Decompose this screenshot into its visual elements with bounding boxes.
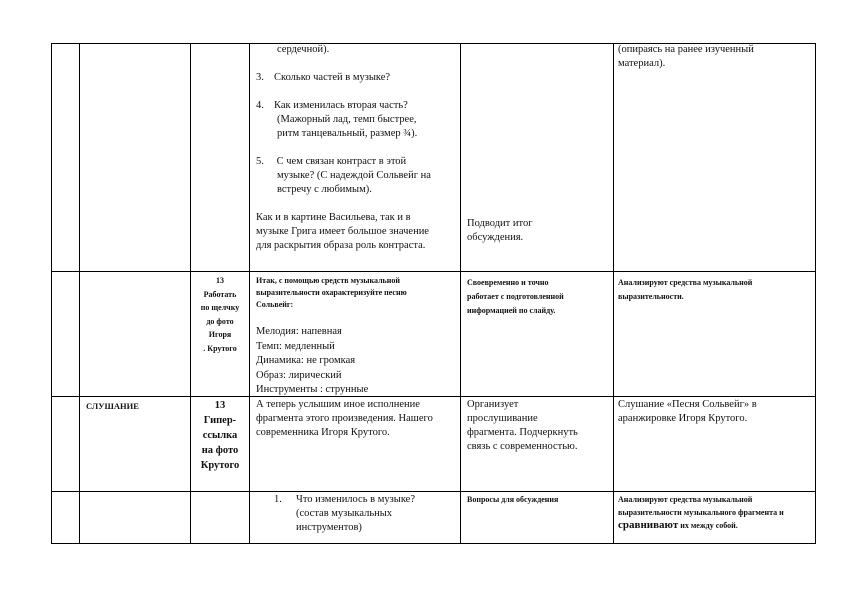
row3-teacher-activity: Организует прослушивание фрагмента. Подчеркнуть связь с современностью. xyxy=(467,399,578,452)
col-line-6 xyxy=(815,43,816,544)
row1-item-4: 4. Как изменилась вторая часть? (Мажорный лад, темп быстрее, ритм танцевальный, размер ¾). xyxy=(256,100,418,139)
col-line-5 xyxy=(613,43,614,544)
row2-teacher-activity: Своевременно и точно работает с подготовленной информацией по слайду. xyxy=(467,278,564,315)
row2-characteristics-list: Мелодия: напевная Темп: медленный Динамика: не громкая Образ: лирический Инструменты : струнные xyxy=(256,326,369,395)
row1-teacher-activity: Подводит итог обсуждения. xyxy=(467,218,533,243)
row4-question: 1. Что изменилось в музыке? (состав музыкальных инструментов) xyxy=(274,494,415,533)
col-line-3 xyxy=(249,43,250,544)
row4-teacher-activity: Вопросы для обсуждения xyxy=(467,495,559,504)
row-divider-1 xyxy=(51,271,816,272)
table-bottom-border xyxy=(51,543,816,544)
row1-question-list xyxy=(256,43,456,253)
row1-student-activity: (опираясь на ранее изученный материал). xyxy=(618,44,754,69)
row3-slide-note: 13 Гипер- ссылка на фото Крутого xyxy=(200,400,240,471)
compare-emphasis: сравнивают xyxy=(618,519,679,531)
row2-slide-note: 13 Работать по щелчку до фото Игоря . Крутого xyxy=(200,276,240,353)
row1-item-3: 3. Сколько частей в музыке? xyxy=(256,72,391,83)
col-line-1 xyxy=(79,43,80,544)
row4-student-activity: Анализируют средства музыкальной выразительности музыкального фрагмента и сравнивают их между собой. xyxy=(618,495,784,531)
row3-stage-label: СЛУШАНИЕ xyxy=(86,401,139,411)
row2-student-activity: Анализируют средства музыкальной выразительности. xyxy=(618,278,753,301)
row-divider-3 xyxy=(51,491,816,492)
row2-characterize-prompt: Итак, с помощью средств музыкальной выразительности охарактеризуйте песню Сольвейг: xyxy=(256,276,407,309)
col-line-0 xyxy=(51,43,52,544)
row1-item-5: 5. С чем связан контраст в этой музыке? (С надеждой Сольвейг на встречу с любимым). xyxy=(256,156,431,195)
col-line-4 xyxy=(460,43,461,544)
row3-student-activity: Слушание «Песня Сольвейг» в аранжировке Игоря Крутого. xyxy=(618,399,757,424)
row3-intro-text: А теперь услышим иное исполнение фрагмента этого произведения. Нашего современника Игоря Крутого. xyxy=(256,399,433,438)
row1-contrast-paragraph: Как и в картине Васильева, так и в музыке Грига имеет большое значение для раскрытия образа роль контраста. xyxy=(256,212,429,251)
row1-item-cont: сердечной). xyxy=(277,44,330,55)
